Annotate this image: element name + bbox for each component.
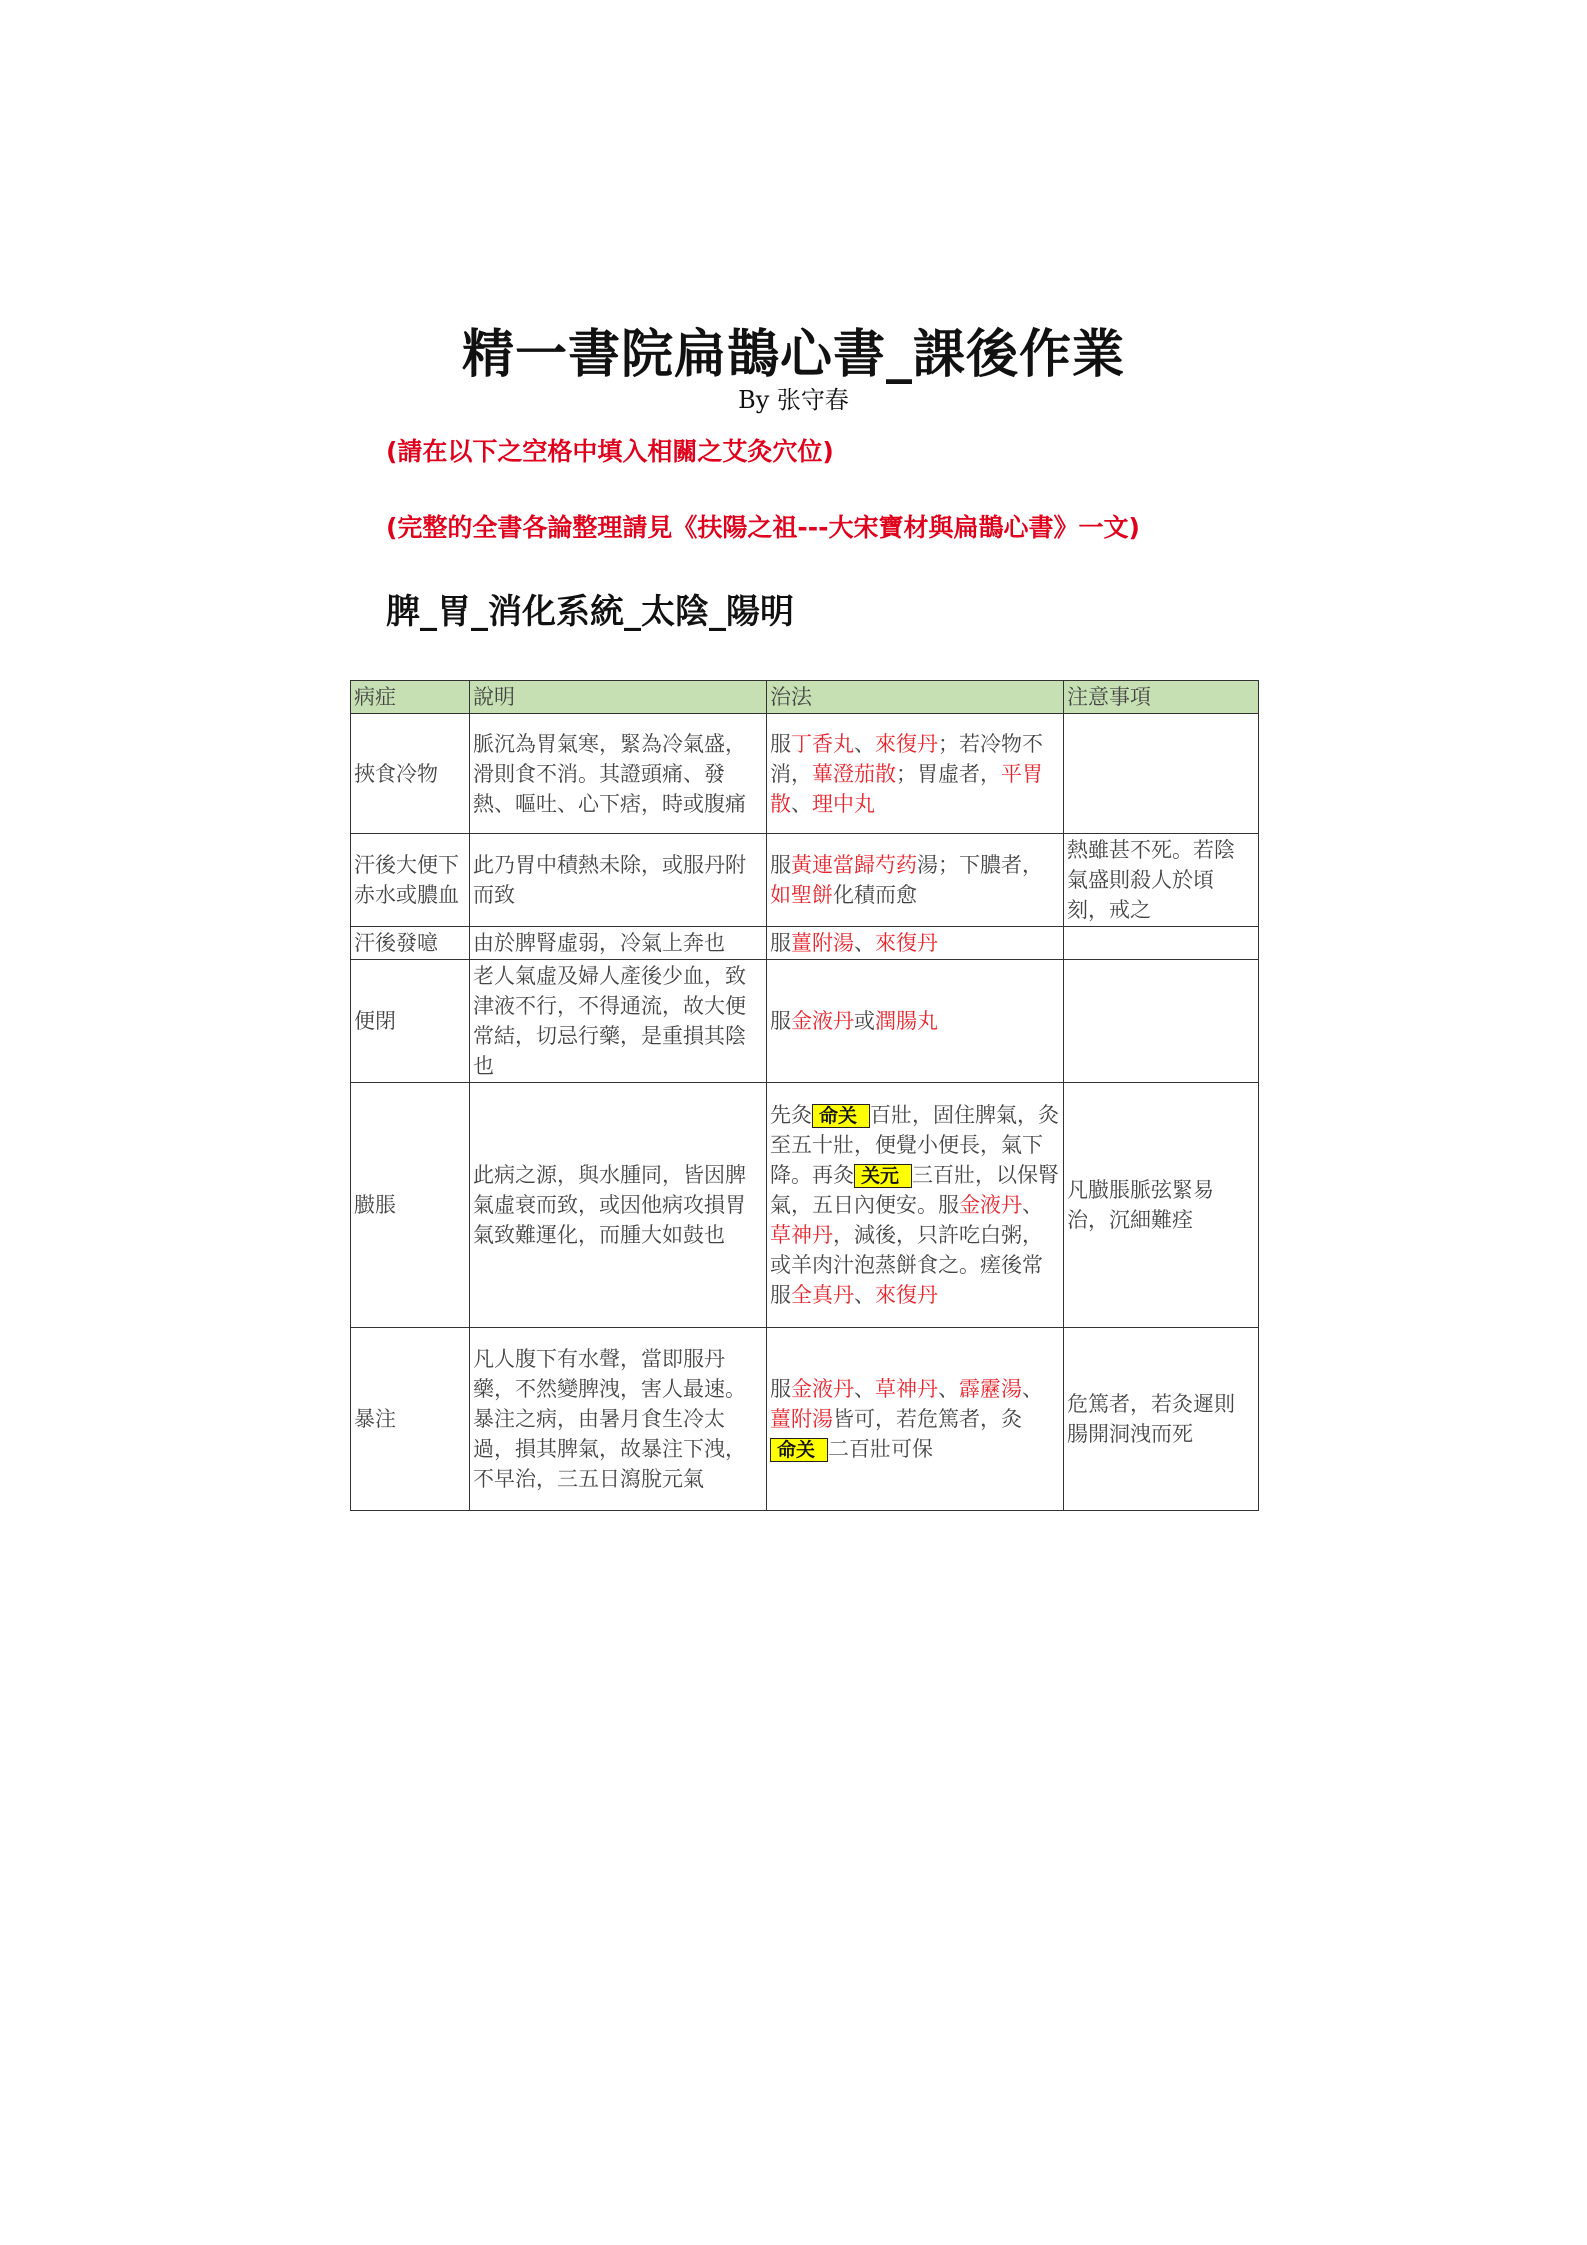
- remedy-name: 黃連當歸芍药: [791, 853, 917, 877]
- cell-treatment: 服丁香丸、來復丹；若冷物不消，蓽澄茄散；胃虛者，平胃散、理中丸: [767, 714, 1064, 834]
- remedy-name: 薑附湯: [791, 931, 854, 955]
- cell-disease: 汗後發噫: [351, 927, 470, 960]
- cell-caution: 危篤者，若灸遲則腸開洞洩而死: [1064, 1328, 1259, 1511]
- remedy-name: 理中丸: [812, 791, 875, 816]
- remedy-name: 薑附湯: [770, 1407, 833, 1431]
- table-row: [351, 714, 1259, 834]
- remedy-name: 金液丹: [959, 1193, 1022, 1217]
- cell-description: 凡人腹下有水聲，當即服丹藥，不然變脾洩，害人最速。暴注之病，由暑月食生冷太過，損其脾氣，故暴注下洩，不早治，三五日瀉脫元氣: [470, 1328, 767, 1511]
- acupoint-box: 关元: [854, 1164, 912, 1188]
- cell-caution: [1064, 960, 1259, 1083]
- cell-disease: 挾食冷物: [351, 714, 470, 834]
- cell-description: 由於脾腎虛弱，冷氣上奔也: [470, 927, 767, 960]
- table-row: [351, 927, 1259, 960]
- table-row: [351, 1328, 1259, 1511]
- table-row: [351, 834, 1259, 927]
- column-header-treatment: 治法: [767, 681, 1064, 714]
- remedy-name: 草神丹: [770, 1223, 833, 1247]
- remedy-name: 潤腸丸: [875, 1009, 938, 1033]
- cell-treatment: 服薑附湯、來復丹: [767, 927, 1064, 960]
- cell-description: 脈沉為胃氣寒，緊為冷氣盛，滑則食不消。其證頭痛、發熱、嘔吐、心下痞，時或腹痛: [470, 714, 767, 834]
- remedy-name: 蓽澄茄散: [812, 761, 896, 786]
- cell-treatment: 服金液丹、草神丹、霹靂湯、薑附湯皆可，若危篤者，灸命关 二百壯可保: [767, 1328, 1064, 1511]
- cell-description: 老人氣虛及婦人產後少血，致津液不行，不得通流，故大便常結，切忌行藥，是重損其陰也: [470, 960, 767, 1083]
- remedy-name: 全真丹: [791, 1283, 854, 1307]
- table-row: [351, 1083, 1259, 1328]
- table-header-row: [351, 681, 1259, 714]
- cell-disease: 臌脹: [351, 1083, 470, 1328]
- cell-caution: 熱雖甚不死。若陰氣盛則殺人於頃刻，戒之: [1064, 834, 1259, 927]
- remedy-name: 來復丹: [875, 931, 938, 955]
- remedy-name: 來復丹: [875, 1283, 938, 1307]
- cell-treatment: 先灸 命关 百壯，固住脾氣，灸至五十壯，便覺小便長，氣下降。再灸 关元 三百壯，以保腎氣，五日內便安。服金液丹、草神丹，減後，只許吃白粥，或羊肉汁泡蒸餅食之。瘥後常服全真丹、來復丹: [767, 1083, 1064, 1328]
- column-header-description: 說明: [470, 681, 767, 714]
- page-title: 精一書院扁鵲心書_課後作業: [461, 325, 1125, 385]
- remedy-name: 來復丹: [875, 731, 938, 756]
- cell-description: 此病之源，與水腫同，皆因脾氣虛衰而致，或因他病攻損胃氣致難運化，而腫大如鼓也: [470, 1083, 767, 1328]
- author-byline: By 张守春: [738, 386, 849, 414]
- remedy-name: 金液丹: [791, 1009, 854, 1033]
- cell-caution: 凡臌脹脈弦緊易治，沉細難痊: [1064, 1083, 1259, 1328]
- cell-caution: [1064, 927, 1259, 960]
- cell-treatment: 服金液丹或潤腸丸: [767, 960, 1064, 1083]
- remedy-name: 如聖餅: [770, 883, 833, 907]
- remedy-name: 草神丹: [875, 1377, 938, 1401]
- cell-treatment: 服黃連當歸芍药湯；下膿者，如聖餅化積而愈: [767, 834, 1064, 927]
- homework-table: [350, 680, 1259, 1511]
- remedy-name: 霹靂湯: [959, 1377, 1022, 1401]
- cell-caution: [1064, 714, 1259, 834]
- remedy-name: 丁香丸: [791, 731, 854, 756]
- acupoint-box: 命关: [812, 1104, 870, 1128]
- cell-disease: 汗後大便下赤水或膿血: [351, 834, 470, 927]
- section-heading: 脾_胃_消化系統_太陰_陽明: [386, 592, 794, 632]
- column-header-caution: 注意事項: [1064, 681, 1259, 714]
- acupoint-box: 命关: [770, 1438, 828, 1462]
- cell-disease: 便閉: [351, 960, 470, 1083]
- instruction-note: (請在以下之空格中填入相關之艾灸穴位): [386, 437, 834, 466]
- remedy-name: 金液丹: [791, 1377, 854, 1401]
- cell-description: 此乃胃中積熱未除，或服丹附而致: [470, 834, 767, 927]
- remedy-name: 平胃散: [770, 761, 1043, 816]
- table-row: [351, 960, 1259, 1083]
- column-header-disease: 病症: [351, 681, 470, 714]
- reference-note: (完整的全書各論整理請見《扶陽之祖---大宋寶材與扁鵲心書》一文): [386, 513, 1140, 542]
- cell-disease: 暴注: [351, 1328, 470, 1511]
